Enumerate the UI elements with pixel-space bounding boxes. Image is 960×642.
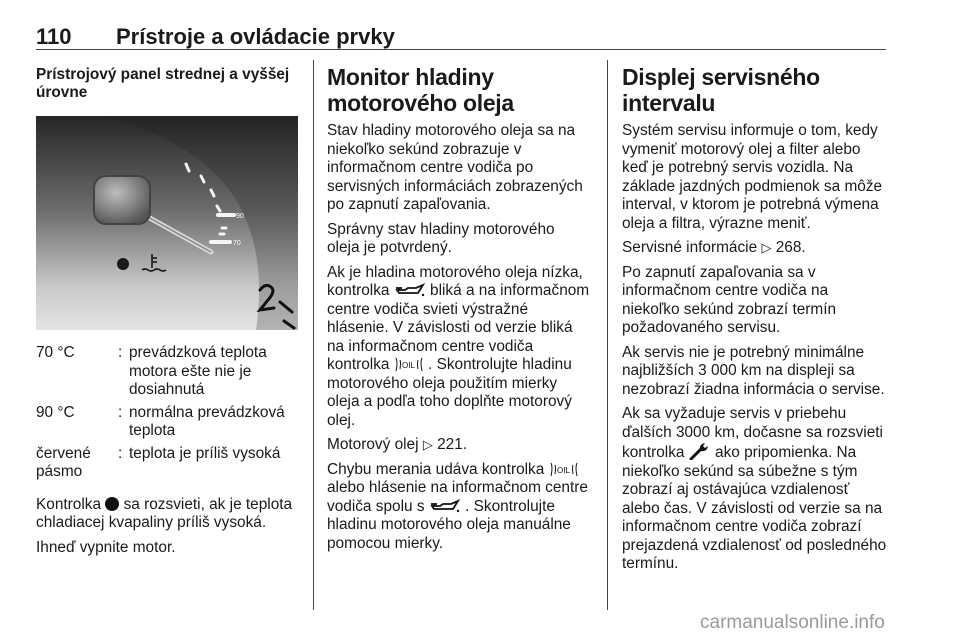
gauge-label-90: 90	[236, 213, 244, 220]
chapter-title: Prístroje a ovládacie prvky	[116, 24, 395, 49]
table-row	[36, 344, 300, 404]
text-fragment: Ak sa vyžaduje servis v priebehu ďalších 3000 km, dočasne sa rozsvieti kontrolka	[622, 405, 883, 461]
text-fragment: . Skontrolujte hladinu motorového oleja použitím mierky oleja a podľa toho doplňte motorový olej.	[327, 356, 572, 429]
header-rule	[36, 49, 886, 50]
service-interval-heading: Displej servisného intervalu	[622, 64, 820, 116]
temp-desc: teplota je príliš vysoká	[129, 444, 281, 462]
temp-key: červené pásmo	[36, 444, 91, 480]
text-fragment: sa rozsvieti, ak je teplota chladiacej kvapaliny príliš vysoká.	[36, 495, 293, 531]
watermark: carmanualsonline.info	[700, 612, 885, 633]
temperature-table	[36, 344, 300, 486]
column-1	[36, 60, 300, 563]
warning-dot-icon	[117, 258, 129, 270]
temp-sep: :	[118, 444, 123, 462]
wrench-icon	[689, 442, 711, 460]
warning-dot-icon	[105, 497, 119, 511]
reference-paragraph	[622, 239, 888, 258]
column-divider-2	[607, 60, 608, 610]
temp-key: 70 °C	[36, 344, 75, 361]
paragraph: Stav hladiny motorového oleja sa na niekoľko sekúnd zobrazuje v informačnom centre vodiča po servisných informáciách zobrazených po zapnutí zapaľovania.	[327, 122, 583, 213]
temp-key: 90 °C	[36, 403, 75, 421]
instruction-paragraph: Ihneď vypnite motor.	[36, 538, 176, 556]
temp-desc: normálna prevádzková teplota	[129, 403, 285, 439]
page-number: 110	[36, 24, 72, 49]
paragraph	[622, 405, 888, 574]
svg-text:OIL: OIL	[556, 465, 570, 475]
section-title: Prístrojový panel strednej a vyššej úrovne	[36, 66, 290, 101]
text-fragment: ako pripomienka. Na niekoľko sekúnd sa súbežne s tým zobrazí aj ostávajúca vzdialenosť alebo čas. V závislosti od verzie sa na informačnom centre vodiča zobrazí prejazdená vzdialenosť od posledného termínu.	[622, 444, 887, 572]
oil-can-icon	[394, 283, 426, 298]
temp-desc: prevádzková teplota motora ešte nie je dosiahnutá	[129, 344, 267, 398]
column-3	[622, 60, 888, 580]
page-reference-arrow-icon: ▷	[761, 240, 772, 255]
oil-level-icon	[549, 462, 579, 477]
paragraph: Po zapnutí zapaľovania sa v informačnom centre vodiča na niekoľko sekúnd zobrazí termín požadovaného servisu.	[622, 263, 837, 336]
coolant-warning-paragraph	[36, 496, 300, 533]
paragraph	[327, 264, 591, 431]
text-fragment: Servisné informácie	[622, 239, 758, 256]
paragraph: Systém servisu informuje o tom, kedy vymeniť motorový olej a filter alebo keď je potrebný servis vozidla. Na základe jazdných podmienok sa môže interval, v ktorom je potrebná výmena oleja a filtra, výrazne meniť.	[622, 122, 883, 232]
oil-monitor-heading: Monitor hladiny motorového oleja	[327, 64, 514, 116]
text-fragment: Kontrolka	[36, 495, 102, 513]
page-reference-arrow-icon: ▷	[422, 437, 433, 452]
oil-can-icon	[429, 499, 461, 514]
paragraph	[327, 461, 591, 554]
page-header	[36, 22, 886, 52]
paragraph: Správny stav hladiny motorového oleja je potvrdený.	[327, 220, 555, 256]
temp-sep: :	[118, 344, 123, 361]
paragraph: Ak servis nie je potrebný minimálne najbližších 3 000 km na displeji sa nezobrazí žiadna informácia o servise.	[622, 343, 885, 398]
coolant-gauge-figure	[36, 116, 298, 330]
text-fragment: Motorový olej	[327, 436, 419, 453]
text-fragment: bliká a na informačnom centre vodiča svieti výstražné hlásenie. V závislosti od verzie bliká na informačnom centre vodiča kontrolka	[327, 282, 590, 373]
svg-text:OIL: OIL	[401, 361, 415, 370]
table-row	[36, 445, 300, 486]
column-2	[327, 60, 591, 559]
text-fragment: Chybu merania udáva kontrolka	[327, 460, 545, 478]
text-fragment: . Skontrolujte hladinu motorového oleja manuálne pomocou mierky.	[327, 497, 571, 552]
table-row	[36, 404, 300, 445]
temp-sep: :	[118, 403, 123, 421]
column-divider-1	[313, 60, 314, 610]
text-fragment: alebo hlásenie na informačnom centre vodiča spolu s	[327, 479, 588, 515]
page-reference[interactable]: 221.	[437, 436, 468, 453]
text-fragment: Ak je hladina motorového oleja nízka, kontrolka	[327, 263, 583, 299]
coolant-gauge-illustration	[36, 116, 298, 330]
oil-level-icon	[394, 357, 424, 372]
page-reference[interactable]: 268.	[775, 239, 806, 256]
gauge-label-70: 70	[233, 240, 241, 247]
reference-paragraph	[327, 436, 591, 455]
